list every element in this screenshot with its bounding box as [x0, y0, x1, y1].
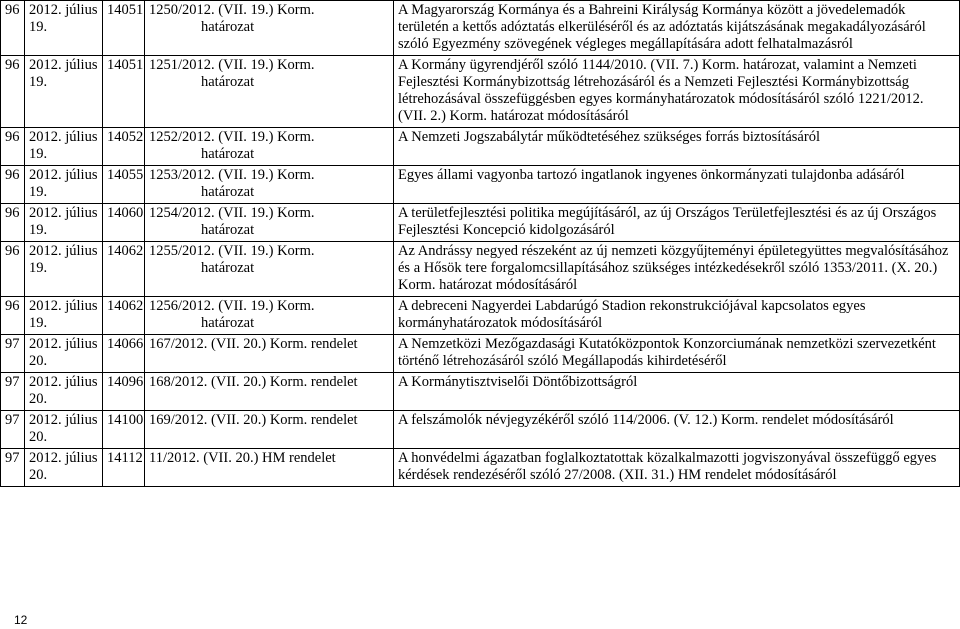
issue-number: 97: [1, 449, 25, 487]
legislation-reference: [145, 166, 394, 204]
legislation-title: A területfejlesztési politika megújításáról, az új Országos Területfejlesztési és az új Országos Fejlesztési Koncepció kidolgozásáról: [394, 204, 960, 242]
reference-number: 11/2012. (VII. 20.) HM rendelet: [149, 450, 336, 466]
reference-type: határozat: [201, 260, 255, 276]
legislation-reference: [145, 373, 394, 411]
legislation-title: A Kormány ügyrendjéről szóló 1144/2010. (VII. 7.) Korm. határozat, valamint a Nemzeti Fejlesztési Kormánybizottság létrehozásáról és a Nemzeti Fejlesztési Kormánybizottság létrehozásával összefüggésben egyes kormányhatározatok módosításáról szóló 1221/2012. (VII. 2.) Korm. határozat módosításáról: [394, 56, 960, 128]
page-number-cell: 14112: [103, 449, 145, 487]
date-line: 2012. július: [29, 243, 98, 259]
table-body: [1, 1, 960, 487]
issue-number: 96: [1, 204, 25, 242]
legislation-reference: [145, 204, 394, 242]
date-line: 2012. július: [29, 129, 98, 145]
reference-type: határozat: [201, 146, 255, 162]
publication-date: [25, 242, 103, 297]
date-day: 19.: [29, 74, 48, 90]
issue-number: 97: [1, 373, 25, 411]
legislation-title: A honvédelmi ágazatban foglalkoztatottak közalkalmazotti jogviszonyával összefüggő egyes kérdések rendezéséről szóló 27/2008. (XII. 31.) HM rendelet módosításáról: [394, 449, 960, 487]
legislation-title: A felszámolók névjegyzékéről szóló 114/2006. (V. 12.) Korm. rendelet módosításáról: [394, 411, 960, 449]
issue-number: 96: [1, 166, 25, 204]
reference-number: 168/2012. (VII. 20.) Korm. rendelet: [149, 374, 358, 390]
reference-type: határozat: [201, 222, 255, 238]
table-row: [1, 373, 960, 411]
legislation-reference: [145, 56, 394, 128]
date-line: 2012. július: [29, 57, 98, 73]
date-day: 19.: [29, 184, 48, 200]
page-number-cell: 14055: [103, 166, 145, 204]
page-number-cell: 14100: [103, 411, 145, 449]
date-day: 20.: [29, 391, 48, 407]
date-day: 19.: [29, 260, 48, 276]
legislation-title: A debreceni Nagyerdei Labdarúgó Stadion rekonstrukciójával kapcsolatos egyes kormányhatározatok módosításáról: [394, 297, 960, 335]
publication-date: [25, 128, 103, 166]
publication-date: [25, 373, 103, 411]
table-row: [1, 1, 960, 56]
legislation-title: A Kormánytisztviselői Döntőbizottságról: [394, 373, 960, 411]
legislation-reference: [145, 242, 394, 297]
date-line: 2012. július: [29, 205, 98, 221]
table-row: [1, 56, 960, 128]
issue-number: 96: [1, 128, 25, 166]
page-number-cell: 14052: [103, 128, 145, 166]
table-row: [1, 204, 960, 242]
publication-date: [25, 204, 103, 242]
legislation-reference: [145, 411, 394, 449]
table-row: [1, 335, 960, 373]
page-number-cell: 14062: [103, 242, 145, 297]
reference-number: 1251/2012. (VII. 19.) Korm.: [149, 57, 315, 73]
date-day: 19.: [29, 222, 48, 238]
reference-type: határozat: [201, 315, 255, 331]
legislation-title: Egyes állami vagyonba tartozó ingatlanok ingyenes önkormányzati tulajdonba adásáról: [394, 166, 960, 204]
legislation-reference: [145, 297, 394, 335]
legislation-title: A Nemzeti Jogszabálytár működtetéséhez szükséges forrás biztosításáról: [394, 128, 960, 166]
issue-number: 96: [1, 297, 25, 335]
legislation-reference: [145, 335, 394, 373]
date-line: 2012. július: [29, 412, 98, 428]
table-row: [1, 449, 960, 487]
reference-type: határozat: [201, 184, 255, 200]
publication-date: [25, 335, 103, 373]
table-row: [1, 128, 960, 166]
reference-type: határozat: [201, 74, 255, 90]
page-number-cell: 14051: [103, 56, 145, 128]
table-row: [1, 297, 960, 335]
date-line: 2012. július: [29, 298, 98, 314]
reference-number: 1255/2012. (VII. 19.) Korm.: [149, 243, 315, 259]
date-day: 20.: [29, 353, 48, 369]
reference-number: 1252/2012. (VII. 19.) Korm.: [149, 129, 315, 145]
reference-number: 1256/2012. (VII. 19.) Korm.: [149, 298, 315, 314]
legislation-reference: [145, 449, 394, 487]
date-day: 19.: [29, 146, 48, 162]
reference-number: 169/2012. (VII. 20.) Korm. rendelet: [149, 412, 358, 428]
legislation-reference: [145, 128, 394, 166]
legislation-title: A Magyarország Kormánya és a Bahreini Királyság Kormánya között a jövedelemadók területén a kettős adóztatás elkerüléséről és az adóztatás kijátszásának megakadályozásáról szóló Egyezmény szövegének végleges megállapítására adott felhatalmazásról: [394, 1, 960, 56]
page-number-cell: 14060: [103, 204, 145, 242]
reference-number: 1253/2012. (VII. 19.) Korm.: [149, 167, 315, 183]
issue-number: 96: [1, 1, 25, 56]
date-line: 2012. július: [29, 374, 98, 390]
page-number-cell: 14096: [103, 373, 145, 411]
page-number-cell: 14066: [103, 335, 145, 373]
date-line: 2012. július: [29, 167, 98, 183]
publication-date: [25, 449, 103, 487]
date-day: 20.: [29, 467, 48, 483]
publication-date: [25, 297, 103, 335]
issue-number: 96: [1, 242, 25, 297]
page-number-cell: 14051: [103, 1, 145, 56]
reference-type: határozat: [201, 19, 255, 35]
publication-date: [25, 166, 103, 204]
issue-number: 97: [1, 335, 25, 373]
table-row: [1, 411, 960, 449]
date-day: 19.: [29, 19, 48, 35]
table-row: [1, 166, 960, 204]
reference-number: 1250/2012. (VII. 19.) Korm.: [149, 2, 315, 18]
legislation-reference: [145, 1, 394, 56]
date-line: 2012. július: [29, 336, 98, 352]
date-line: 2012. július: [29, 450, 98, 466]
date-line: 2012. július: [29, 2, 98, 18]
publication-date: [25, 1, 103, 56]
page-number-cell: 14062: [103, 297, 145, 335]
reference-number: 167/2012. (VII. 20.) Korm. rendelet: [149, 336, 358, 352]
page-number: 12: [14, 613, 28, 627]
legislation-title: A Nemzetközi Mezőgazdasági Kutatóközpontok Konzorciumának nemzetközi szervezetként történő létrehozásáról szóló Megállapodás kihirdetéséről: [394, 335, 960, 373]
legislation-title: Az Andrássy negyed részeként az új nemzeti közgyűjteményi épületegyüttes megvalósításához és a Hősök tere forgalomcsillapításához szükséges intézkedésekről szóló 1353/2011. (X. 20.) Korm. határozat módosításáról: [394, 242, 960, 297]
publication-date: [25, 56, 103, 128]
issue-number: 96: [1, 56, 25, 128]
publication-date: [25, 411, 103, 449]
date-day: 19.: [29, 315, 48, 331]
date-day: 20.: [29, 429, 48, 445]
reference-number: 1254/2012. (VII. 19.) Korm.: [149, 205, 315, 221]
table-row: [1, 242, 960, 297]
issue-number: 97: [1, 411, 25, 449]
